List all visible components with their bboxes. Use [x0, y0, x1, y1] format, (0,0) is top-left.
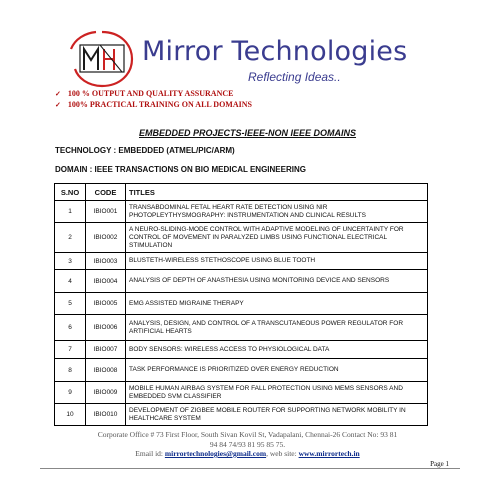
sno-cell: 6 [55, 315, 86, 341]
table-row [55, 293, 428, 315]
table-row [55, 223, 428, 253]
code-cell: IBIO009 [86, 382, 126, 404]
logo-mark-icon [62, 28, 134, 90]
footer-contact [40, 449, 455, 459]
email-label: Email id: [135, 449, 164, 458]
document-heading: EMBEDDED PROJECTS-IEEE-NON IEEE DOMAINS [138, 128, 357, 138]
title-cell: MOBILE HUMAN AIRBAG SYSTEM FOR FALL PROTECTION USING MEMS SENSORS AND EMBEDDED SVM CLASSIFIER [126, 382, 428, 404]
header-titles: TITLES [126, 184, 428, 201]
sno-cell: 3 [55, 253, 86, 270]
code-cell: IBIO005 [86, 293, 126, 315]
sno-cell: 8 [55, 359, 86, 382]
bullet-text: 100% PRACTICAL TRAINING ON ALL DOMAINS [67, 99, 252, 109]
code-cell: IBIO002 [86, 223, 126, 253]
email-link[interactable]: mirrortechnologies@gmail.com [164, 449, 267, 458]
projects-table [54, 183, 428, 426]
sno-cell: 9 [55, 382, 86, 404]
code-cell: IBIO001 [86, 201, 126, 223]
table-row [55, 270, 428, 293]
sno-cell: 2 [55, 223, 86, 253]
code-cell: IBIO004 [86, 270, 126, 293]
title-cell: ANALYSIS, DESIGN, AND CONTROL OF A TRANSCUTANEOUS POWER REGULATOR FOR ARTIFICIAL HEARTS [126, 315, 428, 341]
website-link[interactable]: www.mirrortech.in [298, 449, 360, 458]
title-cell: TASK PERFORMANCE IS PRIORITIZED OVER ENERGY REDUCTION [126, 359, 428, 382]
table-row [55, 253, 428, 270]
brand-name: Mirror Technologies [142, 36, 408, 67]
code-cell: IBIO006 [86, 315, 126, 341]
sno-cell: 5 [55, 293, 86, 315]
table-row [55, 382, 428, 404]
sno-cell: 4 [55, 270, 86, 293]
technology-line: TECHNOLOGY : EMBEDDED (ATMEL/PIC/ARM) [55, 146, 235, 155]
header-sno: S.NO [55, 184, 86, 201]
feature-bullets [55, 89, 252, 110]
page-number: Page 1 [430, 460, 449, 468]
code-cell: IBIO003 [86, 253, 126, 270]
checkmark-icon: ✓ [55, 90, 61, 98]
table-row [55, 201, 428, 223]
bullet-item [55, 100, 252, 111]
code-cell: IBIO007 [86, 341, 126, 359]
code-cell: IBIO010 [86, 404, 126, 426]
header-code: CODE [86, 184, 126, 201]
sno-cell: 1 [55, 201, 86, 223]
checkmark-icon: ✓ [55, 100, 61, 109]
title-cell: EMG ASSISTED MIGRAINE THERAPY [126, 293, 428, 315]
bullet-item [55, 89, 252, 100]
title-cell: BLUSTETH-WIRELESS STETHOSCOPE USING BLUE TOOTH [126, 253, 428, 270]
domain-line: DOMAIN : IEEE TRANSACTIONS ON BIO MEDICAL ENGINEERING [55, 165, 306, 174]
footer [40, 430, 455, 459]
footer-rule [40, 468, 460, 469]
code-cell: IBIO008 [86, 359, 126, 382]
company-logo [62, 28, 408, 90]
table-row [55, 359, 428, 382]
bullet-text: 100 % OUTPUT AND QUALITY ASSURANCE [67, 89, 234, 98]
table-row [55, 315, 428, 341]
sno-cell: 7 [55, 341, 86, 359]
table-row [55, 404, 428, 426]
title-cell: DEVELOPMENT OF ZIGBEE MOBILE ROUTER FOR SUPPORTING NETWORK MOBILITY IN HEALTHCARE SYSTEM [126, 404, 428, 426]
title-cell: A NEURO-SLIDING-MODE CONTROL WITH ADAPTIVE MODELING OF UNCERTAINTY FOR CONTROL OF MOVEMENT IN PARALYZED LIMBS USING FUNCTIONAL ELECTRICAL STIMULATION [126, 223, 428, 253]
title-cell: TRANSABDOMINAL FETAL HEART RATE DETECTION USING NIR PHOTOPLEYTHYSMOGRAPHY: INSTRUMENTATION AND CLINICAL RESULTS [126, 201, 428, 223]
title-cell: ANALYSIS OF DEPTH OF ANASTHESIA USING MONITORING DEVICE AND SENSORS [126, 270, 428, 293]
footer-phones: 94 84 74/93 81 95 85 75. [209, 439, 286, 449]
table-header-row [55, 184, 428, 201]
sno-cell: 10 [55, 404, 86, 426]
title-cell: BODY SENSORS: WIRELESS ACCESS TO PHYSIOLOGICAL DATA [126, 341, 428, 359]
table-row [55, 341, 428, 359]
brand-tagline: Reflecting Ideas.. [248, 70, 341, 84]
table-body [55, 201, 428, 426]
website-label: , web site: [266, 449, 297, 458]
footer-address: Corporate Office # 73 First Floor, South Sivan Kovil St, Vadapalani, Chennai-26 Contact No: 93 81 [97, 430, 398, 439]
